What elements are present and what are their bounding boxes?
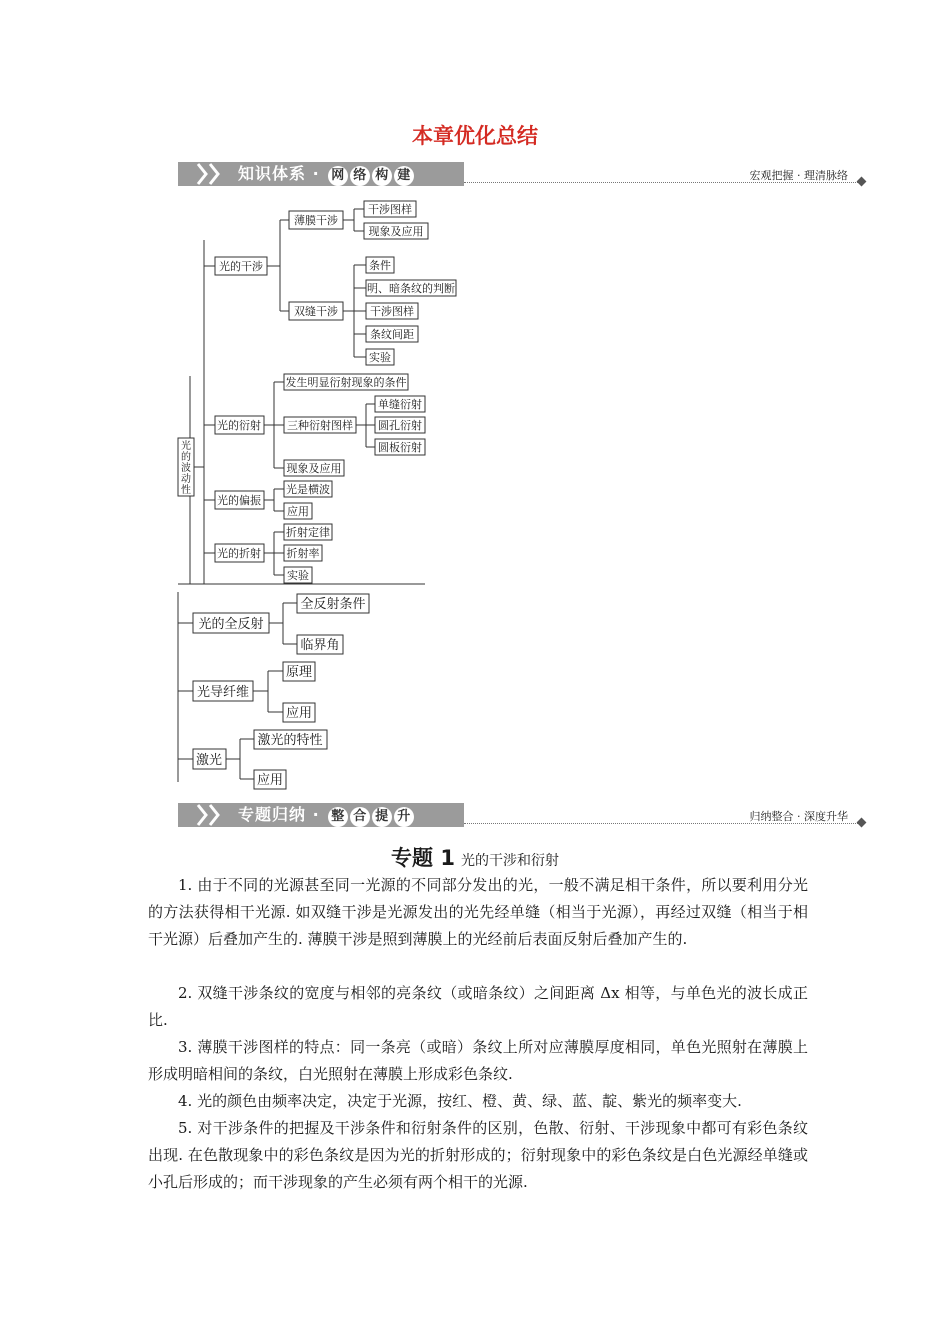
page-title: 本章优化总结 [412, 124, 538, 148]
svg-text:明、暗条纹的判断: 明、暗条纹的判断 [367, 282, 455, 295]
banner-pill: 建 [394, 166, 414, 186]
leaf-double-slit-2 [366, 303, 418, 319]
topic-title: 光的干涉和衍射 [460, 853, 559, 869]
leaf-double-slit-4 [366, 349, 394, 365]
svg-text:光的衍射: 光的衍射 [217, 419, 261, 432]
banner-pill: 升 [394, 807, 414, 827]
leaf-diffraction-app [284, 460, 344, 476]
node-interference [215, 257, 267, 275]
svg-text:圆孔衍射: 圆孔衍射 [378, 419, 422, 432]
svg-text:光的全反射: 光的全反射 [198, 617, 264, 632]
leaf-pattern-2 [375, 439, 425, 455]
banner-pill: 整 [328, 807, 348, 827]
svg-text:折射率: 折射率 [286, 547, 320, 560]
leaf-polarization-1 [284, 503, 312, 519]
node-laser [193, 749, 226, 769]
leaf-total-reflection-1 [297, 635, 343, 654]
banner-pill: 合 [350, 807, 370, 827]
svg-text:光导纤维: 光导纤维 [196, 685, 250, 700]
topic-number: 专题 1 [391, 846, 455, 870]
node-double-slit [289, 302, 343, 320]
svg-text:光的干涉: 光的干涉 [219, 260, 263, 273]
svg-text:应用: 应用 [256, 773, 284, 788]
paragraph-2: 2. 双缝干涉条纹的宽度与相邻的亮条纹（或暗条纹）之间距离 Δx 相等，与单色光的波长成正比. [148, 984, 808, 1029]
svg-text:临界角: 临界角 [300, 638, 340, 653]
svg-text:应用: 应用 [285, 706, 313, 721]
leaf-fiber-1 [283, 703, 315, 722]
svg-text:光的折射: 光的折射 [217, 547, 261, 560]
banner-subtitle: 宏观把握 · 理清脉络 [749, 169, 848, 182]
leaf-double-slit-3 [366, 326, 418, 342]
leaf-fiber-0 [283, 662, 315, 681]
svg-text:双缝干涉: 双缝干涉 [294, 305, 338, 318]
node-diffraction [215, 416, 264, 434]
banner-subtitle: 归纳整合 · 深度升华 [749, 810, 848, 823]
svg-text:圆板衍射: 圆板衍射 [378, 441, 422, 454]
banner-pill: 网 [328, 166, 348, 186]
svg-text:发生明显衍射现象的条件: 发生明显衍射现象的条件 [285, 376, 407, 389]
leaf-thin-film-1 [364, 223, 428, 239]
leaf-pattern-0 [375, 396, 425, 412]
leaf-refraction-1 [284, 545, 322, 561]
node-total-reflection [193, 613, 269, 633]
svg-text:干涉图样: 干涉图样 [368, 203, 412, 216]
banner-pill: 络 [350, 166, 370, 186]
leaf-double-slit-0 [366, 257, 394, 273]
leaf-laser-1 [254, 770, 286, 789]
node-thin-film [289, 211, 343, 229]
paragraph-4: 4. 光的颜色由频率决定，决定于光源，按红、橙、黄、绿、蓝、靛、紫光的频率变大. [178, 1092, 742, 1110]
svg-text:应用: 应用 [287, 505, 309, 518]
svg-text:条纹间距: 条纹间距 [370, 328, 414, 341]
leaf-double-slit-1 [366, 280, 456, 296]
leaf-total-reflection-0 [297, 594, 369, 613]
tree-root-label: 光的波动性 [181, 441, 191, 496]
chevron-right-icon [196, 803, 208, 827]
svg-text:三种衍射图样: 三种衍射图样 [287, 419, 353, 432]
node-polarization [215, 491, 264, 509]
banner-label: 知识体系 · [238, 164, 327, 183]
leaf-thin-film-0 [364, 201, 416, 217]
svg-text:全反射条件: 全反射条件 [300, 597, 366, 612]
svg-text:光是横波: 光是横波 [286, 483, 330, 496]
node-refraction [215, 544, 264, 562]
svg-text:实验: 实验 [369, 351, 391, 364]
svg-text:单缝衍射: 单缝衍射 [378, 398, 422, 411]
leaf-refraction-2 [284, 567, 312, 583]
banner-pill: 提 [372, 807, 392, 827]
topic-heading [0, 842, 950, 872]
banner-pill: 构 [372, 166, 392, 186]
svg-text:激光: 激光 [195, 753, 223, 768]
node-diffraction-patterns [284, 417, 356, 433]
leaf-pattern-1 [375, 417, 425, 433]
leaf-polarization-0 [284, 481, 332, 497]
svg-text:现象及应用: 现象及应用 [286, 462, 342, 475]
section-banner-topics [178, 803, 868, 833]
svg-text:条件: 条件 [369, 259, 391, 272]
leaf-diffraction-condition [284, 374, 408, 390]
chevron-right-icon [208, 803, 220, 827]
paragraph-1: 1. 由于不同的光源甚至同一光源的不同部分发出的光，一般不满足相干条件，所以要利用分光的方法获得相干光源. 如双缝干涉是光源发出的光先经单缝（相当于光源），再经过双缝（相当于相干光源）后叠加产生的. 薄膜干涉是照到薄膜上的光经前后表面反射后叠加产生的. [148, 876, 808, 948]
banner-title [238, 804, 414, 826]
paragraph-5: 5. 对干涉条件的把握及干涉条件和衍射条件的区别，色散、衍射、干涉现象中都可有彩色条纹出现. 在色散现象中的彩色条纹是因为光的折射形成的；衍射现象中的彩色条纹是白色光源经单缝或小孔后形成的；而干涉现象的产生必须有两个相干的光源. [148, 1119, 808, 1191]
svg-text:干涉图样: 干涉图样 [370, 305, 414, 318]
svg-text:折射定律: 折射定律 [286, 526, 330, 539]
svg-text:现象及应用: 现象及应用 [368, 225, 424, 238]
node-fiber [193, 681, 253, 701]
svg-text:原理: 原理 [285, 665, 313, 680]
paragraph-3: 3. 薄膜干涉图样的特点：同一条亮（或暗）条纹上所对应薄膜厚度相同，单色光照射在薄膜上形成明暗相间的条纹，白光照射在薄膜上形成彩色条纹. [148, 1038, 808, 1083]
svg-text:实验: 实验 [287, 569, 309, 582]
leaf-refraction-0 [284, 524, 332, 540]
svg-text:薄膜干涉: 薄膜干涉 [294, 214, 338, 227]
leaf-laser-0 [254, 730, 327, 749]
banner-label: 专题归纳 · [238, 805, 327, 824]
svg-text:激光的特性: 激光的特性 [257, 733, 323, 748]
svg-text:光的偏振: 光的偏振 [217, 494, 261, 507]
diamond-icon [857, 818, 867, 828]
